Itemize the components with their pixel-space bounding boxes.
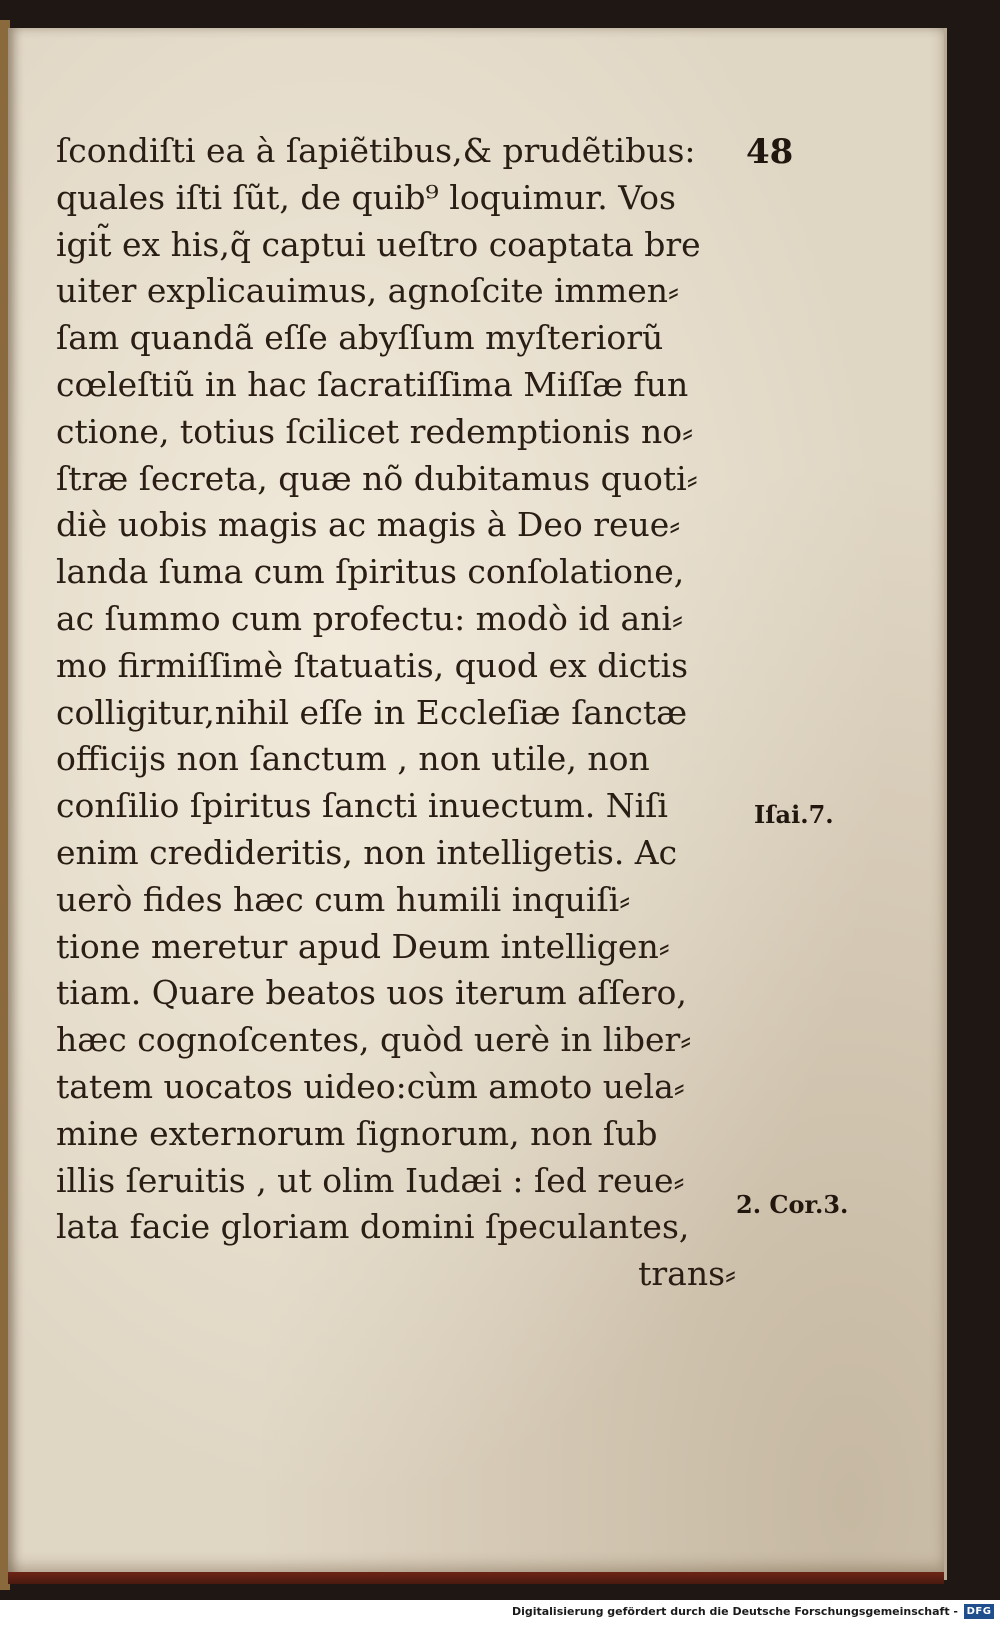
- margin-note-corinthians: 2. Cor.3.: [736, 1190, 849, 1219]
- digitization-footer: [0, 1600, 1000, 1625]
- text-line: ctione, totius ſcilicet redemptionis no⸗: [56, 411, 694, 451]
- text-line: mo firmiſſimè ſtatuatis, quod ex dictis: [56, 645, 689, 685]
- text-line: officijs non ſanctum , non utile, non: [56, 739, 650, 779]
- page-number: 48: [746, 132, 794, 172]
- dfg-logo: DFG: [964, 1604, 994, 1619]
- text-line: cœleſtiũ in hac ſacratiſſima Miſſæ fun: [56, 364, 689, 404]
- text-line: tatem uocatos uideo:cùm amoto uela⸗: [56, 1066, 685, 1106]
- text-line: tione meretur apud Deum intelligen⸗: [56, 926, 670, 966]
- funding-credit: Digitalisierung gefördert durch die Deutsche Forschungsgemeinschaft -: [511, 1605, 958, 1618]
- text-line: ſam quandã eſſe abyſſum myſteriorũ: [56, 318, 664, 358]
- text-line: landa ſuma cum ſpiritus conſolatione,: [56, 552, 685, 592]
- text-line: ſcondiſti ea à ſapiẽtibus,& prudẽtibus:: [56, 131, 696, 170]
- margin-note-isaiah: Iſai.7.: [754, 800, 834, 829]
- text-line: hæc cognoſcentes, quòd uerè in liber⸗: [56, 1020, 692, 1060]
- text-line: uiter explicauimus, agnoſcite immen⸗: [56, 271, 680, 311]
- body-text: [56, 128, 736, 1298]
- text-line: diè uobis magis ac magis à Deo reue⸗: [56, 505, 681, 545]
- text-line: igit̃ ex his,q̃ captui ueſtro coaptata bre: [56, 224, 701, 264]
- text-line: tiam. Quare beatos uos iterum aſſero,: [56, 973, 687, 1013]
- page-bottom-edge: [8, 1572, 944, 1584]
- text-line: lata facie gloriam domini ſpeculantes,: [56, 1207, 690, 1247]
- text-line: mine externorum ſignorum, non ſub: [56, 1113, 658, 1153]
- text-line: illis ſeruitis , ut olim Iudæi : ſed reue⸗: [56, 1160, 685, 1200]
- text-line: quales iſti ſũt, de quib⁹ loquimur. Vos: [56, 177, 676, 217]
- text-line: enim credideritis, non intelligetis. Ac: [56, 832, 678, 872]
- catchword: trans⸗: [638, 1254, 736, 1294]
- text-line: ſtræ ſecreta, quæ nõ dubitamus quoti⸗: [56, 458, 698, 498]
- book-page: [8, 28, 947, 1580]
- text-line: uerò fides hæc cum humili inquiſi⸗: [56, 879, 631, 919]
- text-line: conſilio ſpiritus ſancti inuectum. Niſi: [56, 786, 668, 826]
- text-line: colligitur,nihil eſſe in Eccleſiæ ſanctæ: [56, 692, 688, 732]
- text-line: ac ſummo cum profectu: modò id ani⸗: [56, 598, 683, 638]
